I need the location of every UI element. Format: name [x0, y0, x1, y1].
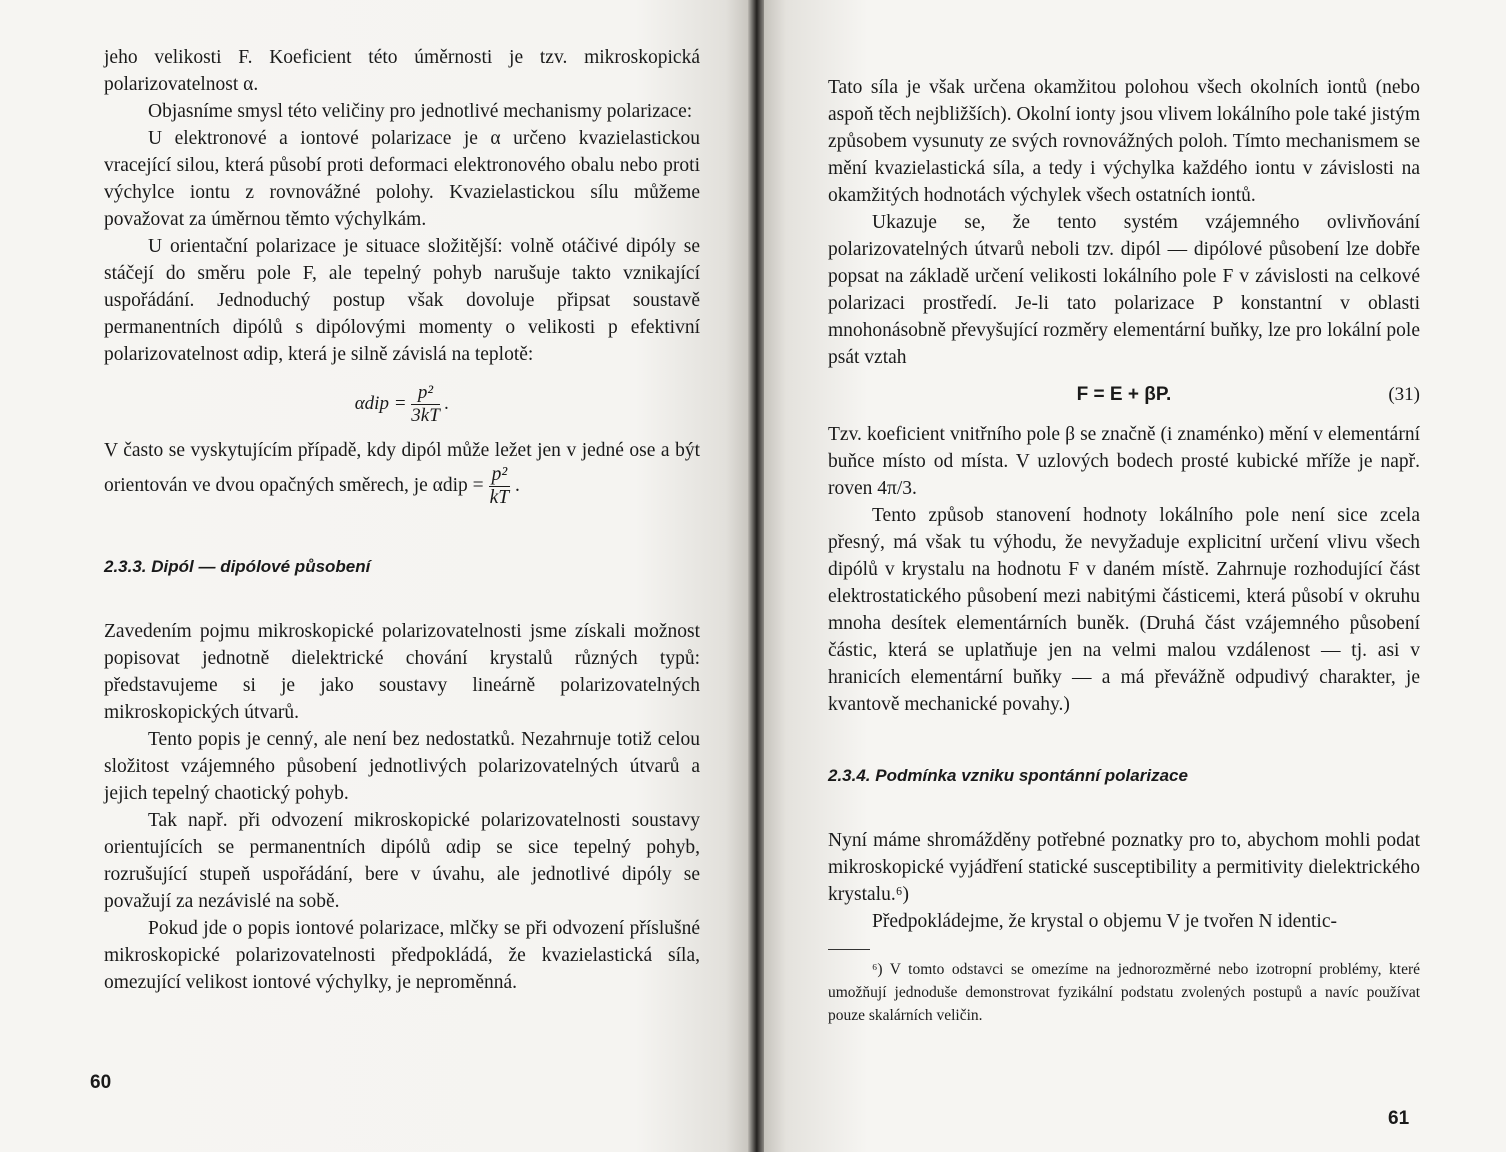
- equation-end: .: [444, 392, 450, 414]
- paragraph: Tento popis je cenný, ale není bez nedostatků. Nezahrnuje totiž celou složitost vzájemného působení jednotlivých polarizovatelných útvarů a jejich tepelný chaotický pohyb.: [104, 729, 700, 804]
- paragraph: Objasníme smysl této veličiny pro jednotlivé mechanismy polarizace:: [148, 101, 693, 122]
- section-heading: 2.3.4. Podmínka vzniku spontánní polarizace: [828, 766, 1188, 785]
- left-page-body: [104, 44, 700, 996]
- footnote-divider: [828, 949, 870, 950]
- equation-fraction: [411, 382, 440, 427]
- fraction-numerator: p²: [411, 382, 440, 405]
- page-number: 61: [1388, 1108, 1410, 1129]
- paragraph: Zavedením pojmu mikroskopické polarizovatelnosti jsme získali možnost popisovat jednotně dielektrické chování krystalů různých typů: představujeme si je jako soustavy lineárně polarizovatelných mikroskopických útvarů.: [104, 621, 700, 723]
- paragraph: Pokud jde o popis iontové polarizace, mlčky se při odvození příslušné mikroskopické polarizovatelnosti předpokládá, že kvazielastická síla, omezující velikost iontové výchylky, je neproměnná.: [104, 918, 700, 993]
- paragraph: Tzv. koeficient vnitřního pole β se značně (i znaménko) mění v elementární buňce místo od místa. V uzlových bodech prosté kubické mříže je např. roven 4π/3.: [828, 424, 1420, 499]
- paragraph: jeho velikosti F. Koeficient této úměrnosti je tzv. mikroskopická polarizovatelnost α.: [104, 47, 700, 95]
- book-gutter: [748, 0, 764, 1152]
- equation-formula: F = E + βP.: [1076, 384, 1172, 405]
- paragraph: Předpokládejme, že krystal o objemu V je tvořen N identic-: [872, 911, 1337, 932]
- fraction-denominator: 3kT: [411, 405, 440, 426]
- paragraph: Tak např. při odvození mikroskopické polarizovatelnosti soustavy orientujících se permanentních dipólů αdip se sice tepelný pohyb, rozrušující stupeň uspořádání, bere v úvahu, ale jednotlivé dipóly se považují za nezávislé na sobě.: [104, 810, 700, 912]
- paragraph-text: V často se vyskytujícím případě, kdy dipól může ležet jen v jedné ose a být orientován ve dvou opačných směrech, je αdip =: [104, 440, 700, 496]
- footnote: ⁶) V tomto odstavci se omezíme na jednorozměrné nebo izotropní problémy, které umožňují jednoduše demonstrovat fyzikální podstatu zvolených postupů a navíc používat pouze skalárních veličin.: [828, 961, 1420, 1024]
- fraction-numerator: p²: [489, 464, 511, 487]
- paragraph: Tato síla je však určena okamžitou polohou všech okolních iontů (nebo aspoň těch nejbližších). Okolní ionty jsou vlivem lokálního pole také jistým způsobem vysunuty ze svých rovnovážných poloh. Tímto mechanismem se mění kvazielastická síla, a tedy i výchylka každého iontu v závislosti na okamžitých hodnotách výchylek všech ostatních iontů.: [828, 77, 1420, 206]
- left-page: [0, 0, 748, 1152]
- paragraph: Ukazuje se, že tento systém vzájemného ovlivňování polarizovatelných útvarů neboli tzv. dipól — dipólové působení lze dobře popsat na základě určení velikosti lokálního pole F v závislosti na celkové polarizaci prostředí. Je-li tato polarizace P konstantní v oblasti mnohonásobně převyšující rozměry elementární buňky, lze pro lokální pole psát vztah: [828, 212, 1420, 368]
- section-heading: 2.3.3. Dipól — dipólové působení: [104, 557, 371, 576]
- page-number: 60: [90, 1072, 112, 1093]
- right-page: [764, 0, 1506, 1152]
- paragraph: [104, 437, 700, 509]
- inline-fraction: [489, 464, 511, 509]
- equation-alpha-dip: [104, 382, 700, 427]
- paragraph: U elektronové a iontové polarizace je α určeno kvazielastickou vracející silou, která působí proti deformaci elektronového obalu nebo proti výchylce iontu z rovnovážné polohy. Kvazielastickou sílu můžeme považovat za úměrnou těmto výchylkám.: [104, 128, 700, 230]
- equation-end: .: [515, 474, 520, 496]
- paragraph: U orientační polarizace je situace složitější: volně otáčivé dipóly se stáčejí do směru pole F, ale tepelný pohyb narušuje takto vznikající uspořádání. Jednoduchý postup však dovoluje připsat soustavě permanentních dipólů s dipólovými momenty o velikosti p efektivní polarizovatelnost αdip, která je silně závislá na teplotě:: [104, 236, 700, 365]
- paragraph: Nyní máme shromážděny potřebné poznatky pro to, abychom mohli podat mikroskopické vyjádření statické susceptibility a permitivity dielektrického krystalu.⁶): [828, 830, 1420, 905]
- equation-number: (31): [1388, 384, 1420, 405]
- paragraph: Tento způsob stanovení hodnoty lokálního pole není sice zcela přesný, má však tu výhodu, že nevyžaduje explicitní určení vlivu všech dipólů v krystalu na hodnotu F v daném místě. Zahrnuje rozhodující část elektrostatického působení mezi nabitými částicemi, která působí v okruhu mnoha desítek elementárních buněk. (Druhá část vzájemného působení částic, která se uplatňuje jen na velmi malou vzdálenost — tj. asi v hranicích elementární buňky — a má převážně odpudivý charakter, je kvantově mechanické povahy.): [828, 505, 1420, 715]
- equation-31: [828, 375, 1420, 415]
- fraction-denominator: kT: [489, 487, 510, 508]
- right-page-body: [828, 74, 1420, 1027]
- equation-lhs: αdip =: [354, 392, 407, 414]
